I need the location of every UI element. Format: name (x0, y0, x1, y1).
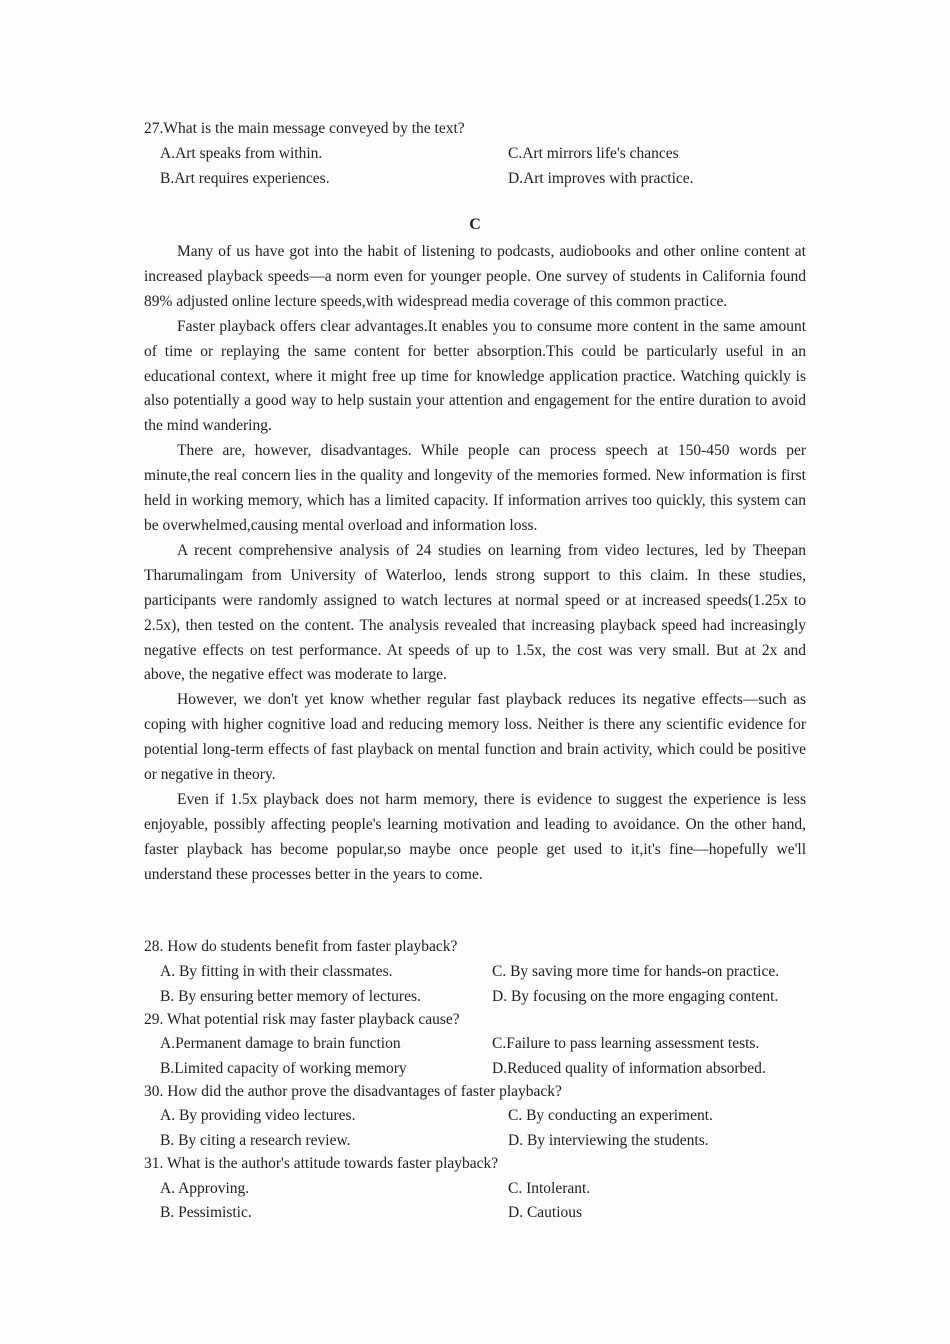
passage-paragraph: A recent comprehensive analysis of 24 studies on learning from video lectures, led by Theepan Tharumalingam from University of Waterloo, lends strong support to this claim. In these studies, participants were randomly assigned to watch lectures at normal speed or at increased speeds(1.25x to 2.5x), then tested on the content. The analysis revealed that increasing playback speed had increasingly negative effects on test performance. At speeds of up to 1.5x, the cost was very small. But at 2x and above, the negative effect was moderate to large. (144, 541, 806, 684)
q28-option-b: B. By ensuring better memory of lectures. (160, 988, 421, 1005)
passage-paragraph: However, we don't yet know whether regular fast playback reduces its negative effects—such as coping with higher cognitive load and reducing memory loss. Neither is there any scientific evidence for potential long-term effects of fast playback on mental function and brain activity, which could be positive or negative in theory. (144, 691, 806, 784)
q27-option-a: A.Art speaks from within. (160, 145, 323, 162)
question-31: 31. What is the author's attitude towards faster playback? (144, 1155, 499, 1172)
passage-paragraph: There are, however, disadvantages. While people can process speech at 150-450 words per minute,the real concern lies in the quality and longevity of the memories formed. New information is first held in working memory, which has a limited capacity. If information arrives too quickly, this system can be overwhelmed,causing mental overload and information loss. (144, 442, 806, 534)
q30-option-a: A. By providing video lectures. (160, 1107, 356, 1124)
q28-option-d: D. By focusing on the more engaging content. (492, 988, 779, 1005)
question-30: 30. How did the author prove the disadvantages of faster playback? (144, 1083, 562, 1100)
q27-option-c: C.Art mirrors life's chances (508, 145, 679, 162)
q30-option-d: D. By interviewing the students. (508, 1132, 709, 1149)
q28-option-a: A. By fitting in with their classmates. (160, 963, 393, 980)
question-28: 28. How do students benefit from faster playback? (144, 938, 458, 955)
section-heading: C (469, 216, 481, 233)
q31-option-b: B. Pessimistic. (160, 1204, 252, 1221)
q29-option-b: B.Limited capacity of working memory (160, 1060, 407, 1077)
q31-option-c: C. Intolerant. (508, 1180, 591, 1197)
q30-option-b: B. By citing a research review. (160, 1132, 351, 1149)
question-27: 27.What is the main message conveyed by the text? (144, 120, 465, 137)
question-29: 29. What potential risk may faster playback cause? (144, 1011, 460, 1028)
q28-option-c: C. By saving more time for hands-on practice. (492, 963, 780, 980)
q29-option-d: D.Reduced quality of information absorbed. (492, 1060, 766, 1077)
q31-option-d: D. Cautious (508, 1204, 583, 1221)
passage-paragraph: Many of us have got into the habit of listening to podcasts, audiobooks and other online content at increased playback speeds—a norm even for younger people. One survey of students in California found 89% adjusted online lecture speeds,with widespread media coverage of this common practice. (144, 243, 806, 310)
q27-option-b: B.Art requires experiences. (160, 170, 330, 187)
passage-paragraph: Faster playback offers clear advantages.It enables you to consume more content in the same amount of time or replaying the same content for better absorption.This could be particularly useful in an educational context, where it might free up time for knowledge application practice. Watching quickly is also potentially a good way to help sustain your attention and engagement for the entire duration to avoid the mind wandering. (144, 317, 806, 435)
reading-passage (144, 240, 806, 888)
q29-option-c: C.Failure to pass learning assessment tests. (492, 1035, 760, 1052)
q30-option-c: C. By conducting an experiment. (508, 1107, 713, 1124)
q31-option-a: A. Approving. (160, 1180, 250, 1197)
q29-option-a: A.Permanent damage to brain function (160, 1035, 401, 1052)
passage-paragraph: Even if 1.5x playback does not harm memory, there is evidence to suggest the experience is less enjoyable, possibly affecting people's learning motivation and leading to avoidance. On the other hand, faster playback has become popular,so maybe once people get used to it,it's fine—hopefully we'll understand these processes better in the years to come. (144, 790, 806, 883)
q27-option-d: D.Art improves with practice. (508, 170, 694, 187)
